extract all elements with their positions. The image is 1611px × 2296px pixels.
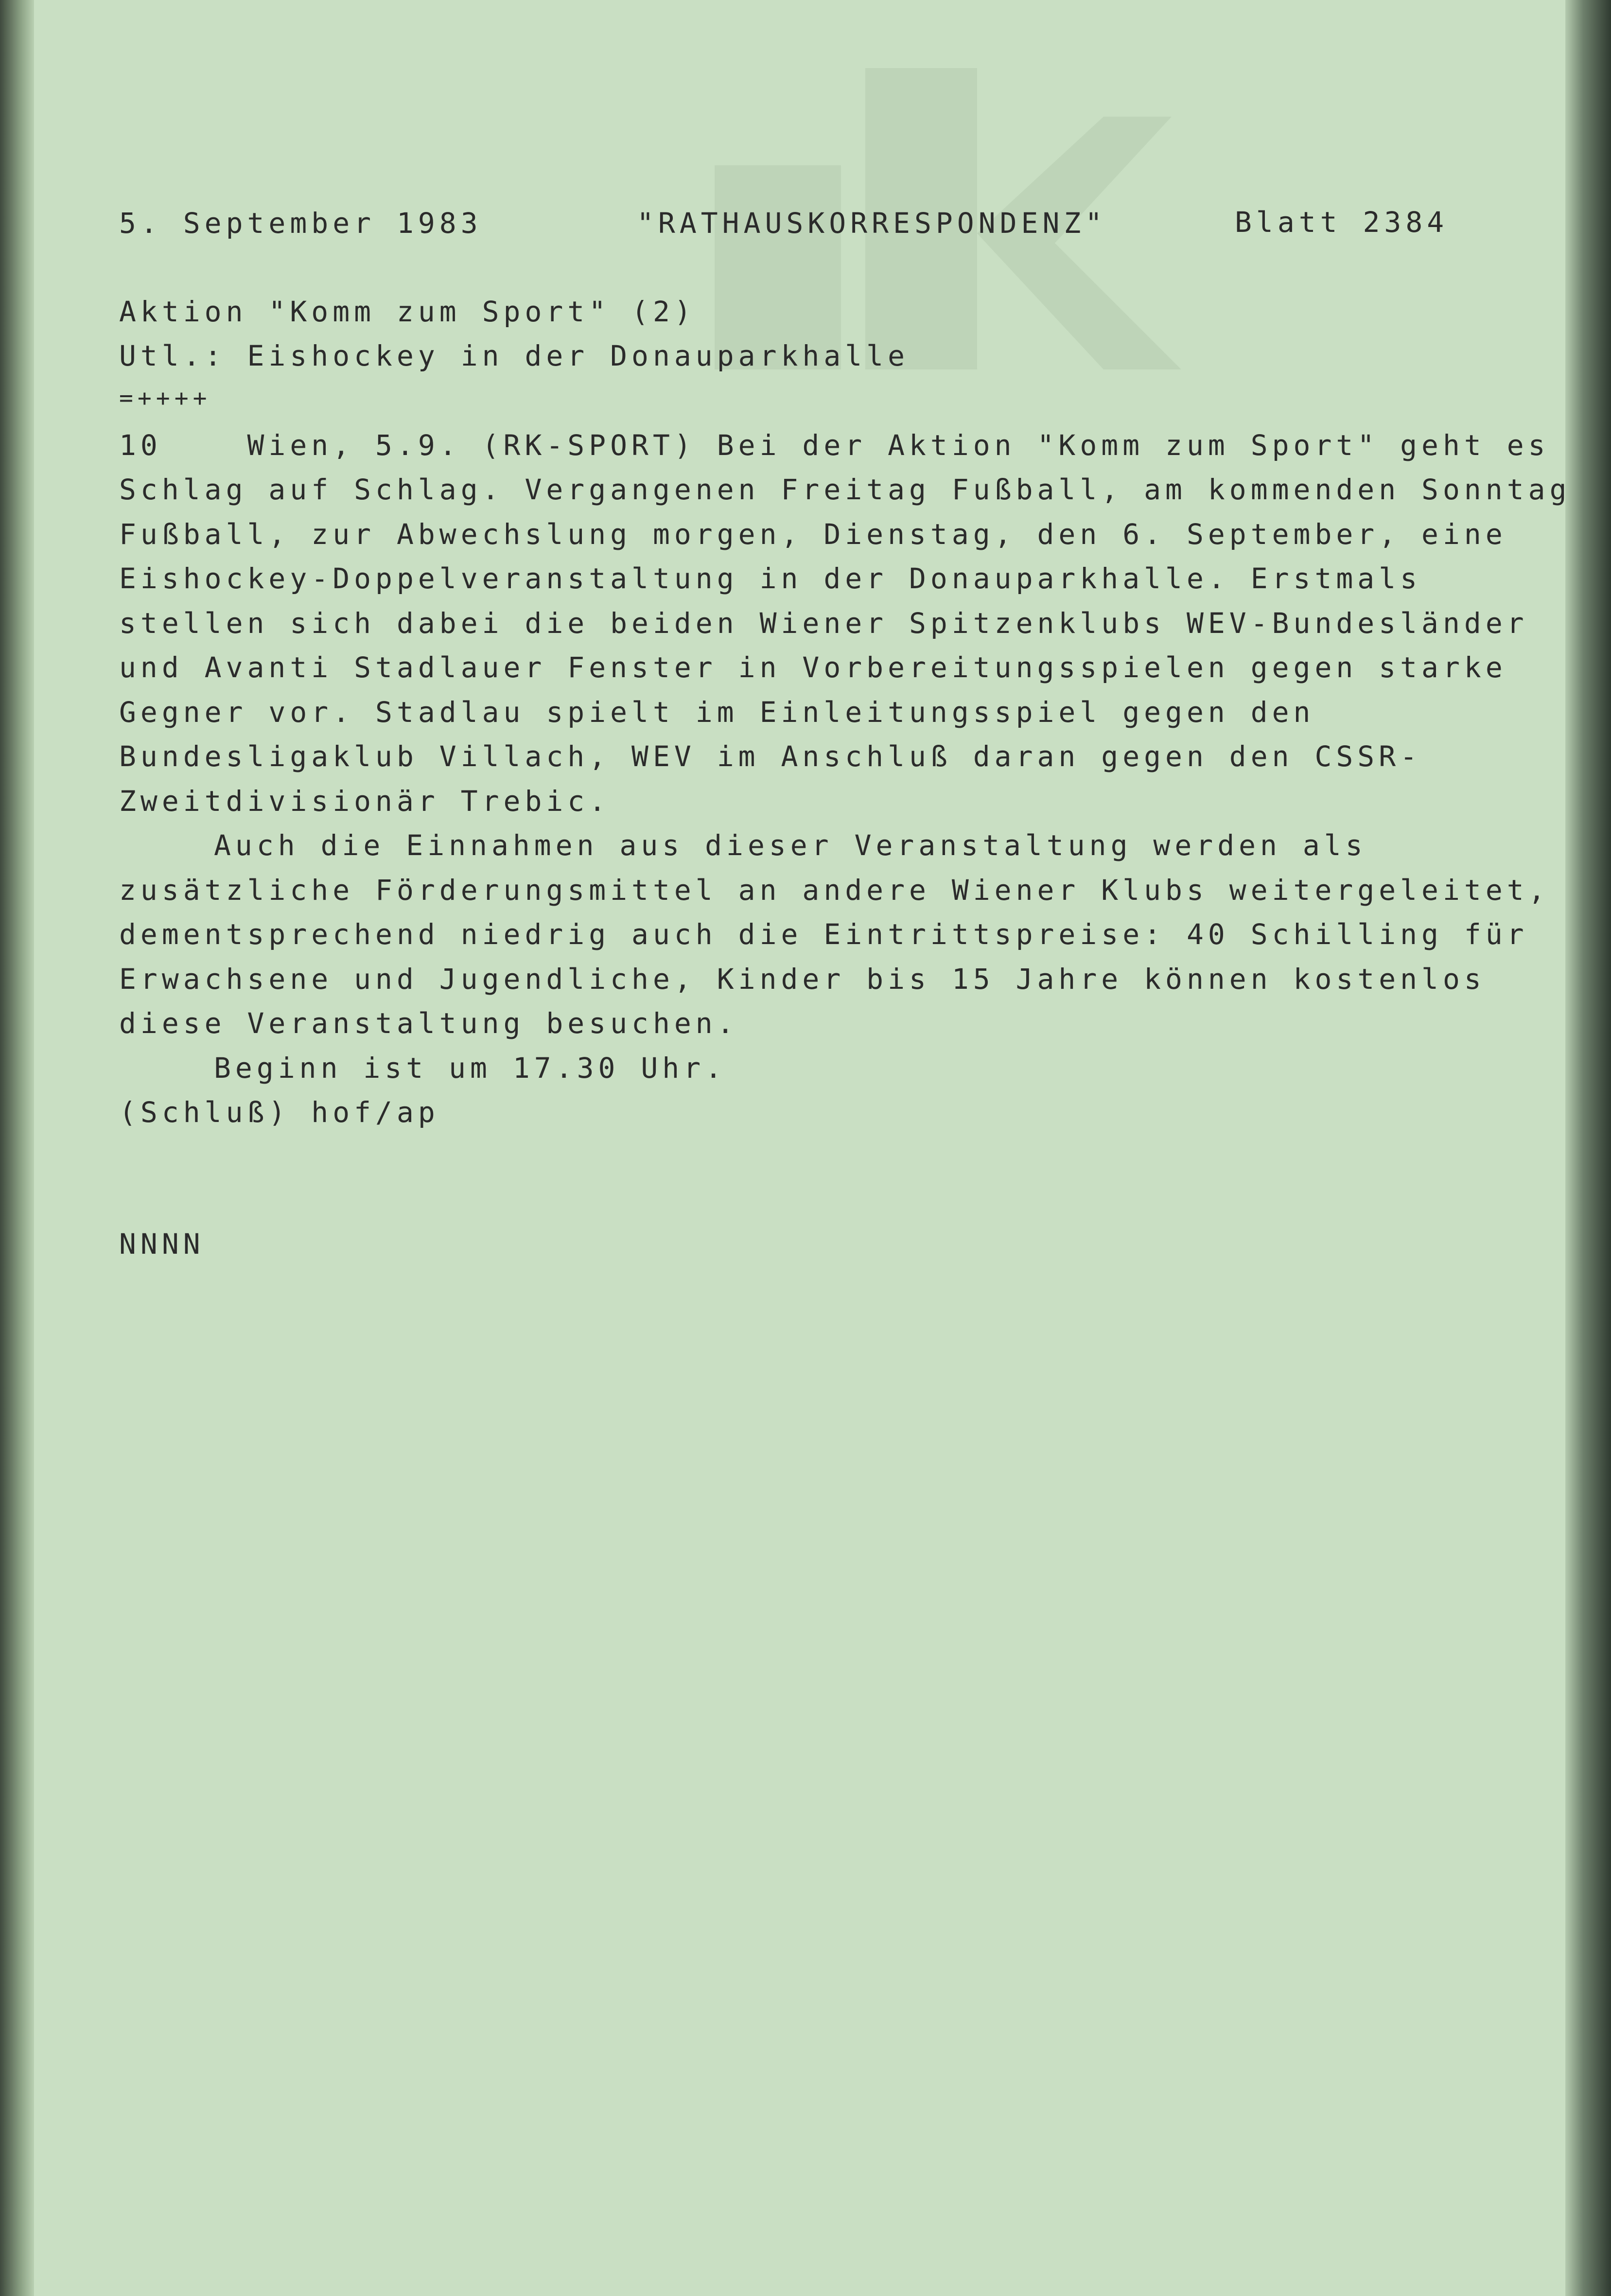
body-line: Schlag auf Schlag. Vergangenen Freitag Fußball, am kommenden Sonntag [119,473,1571,506]
body-line: Bundesligaklub Villach, WEV im Anschluß daran gegen den CSSR- [119,740,1422,773]
body-line: und Avanti Stadlauer Fenster in Vorbereitungsspielen gegen starke [119,651,1507,684]
body-line: Gegner vor. Stadlau spielt im Einleitungsspiel gegen den [119,696,1315,729]
subheadline: Utl.: Eishockey in der Donauparkhalle [119,339,910,372]
end-mark: NNNN [119,1227,205,1261]
body-line: dementsprechend niedrig auch die Eintrittspreise: 40 Schilling für [119,918,1528,951]
header-sheet-number: Blatt 2384 [1235,206,1449,239]
body-line: Fußball, zur Abwechslung morgen, Dienstag, den 6. September, eine [119,518,1507,551]
body-line: Erwachsene und Jugendliche, Kinder bis 15 Jahre können kostenlos [119,963,1486,996]
body-line: stellen sich dabei die beiden Wiener Spitzenklubs WEV-Bundesländer [119,607,1528,640]
body-line: diese Veranstaltung besuchen. [119,1007,738,1040]
body-line: Eishockey-Doppelveranstaltung in der Donauparkhalle. Erstmals [119,562,1422,595]
separator: =++++ [119,385,211,412]
binding-edge [0,0,34,2296]
body-line: Zweitdivisionär Trebic. [119,785,611,818]
body-line: 10 Wien, 5.9. (RK-SPORT) Bei der Aktion "Komm zum Sport" geht es [119,429,1550,462]
headline: Aktion "Komm zum Sport" (2) [119,295,696,328]
header-date: 5. September 1983 [119,207,482,240]
body-line: (Schluß) hof/ap [119,1096,439,1129]
body-line: zusätzliche Förderungsmittel an andere Wiener Klubs weitergeleitet, [119,874,1550,907]
body-line: Auch die Einnahmen aus dieser Veranstaltung werden als [214,829,1367,862]
body-line: Beginn ist um 17.30 Uhr. [214,1052,727,1085]
header-publication-title: "RATHAUSKORRESPONDENZ" [637,207,1107,240]
page-edge [1565,0,1611,2296]
